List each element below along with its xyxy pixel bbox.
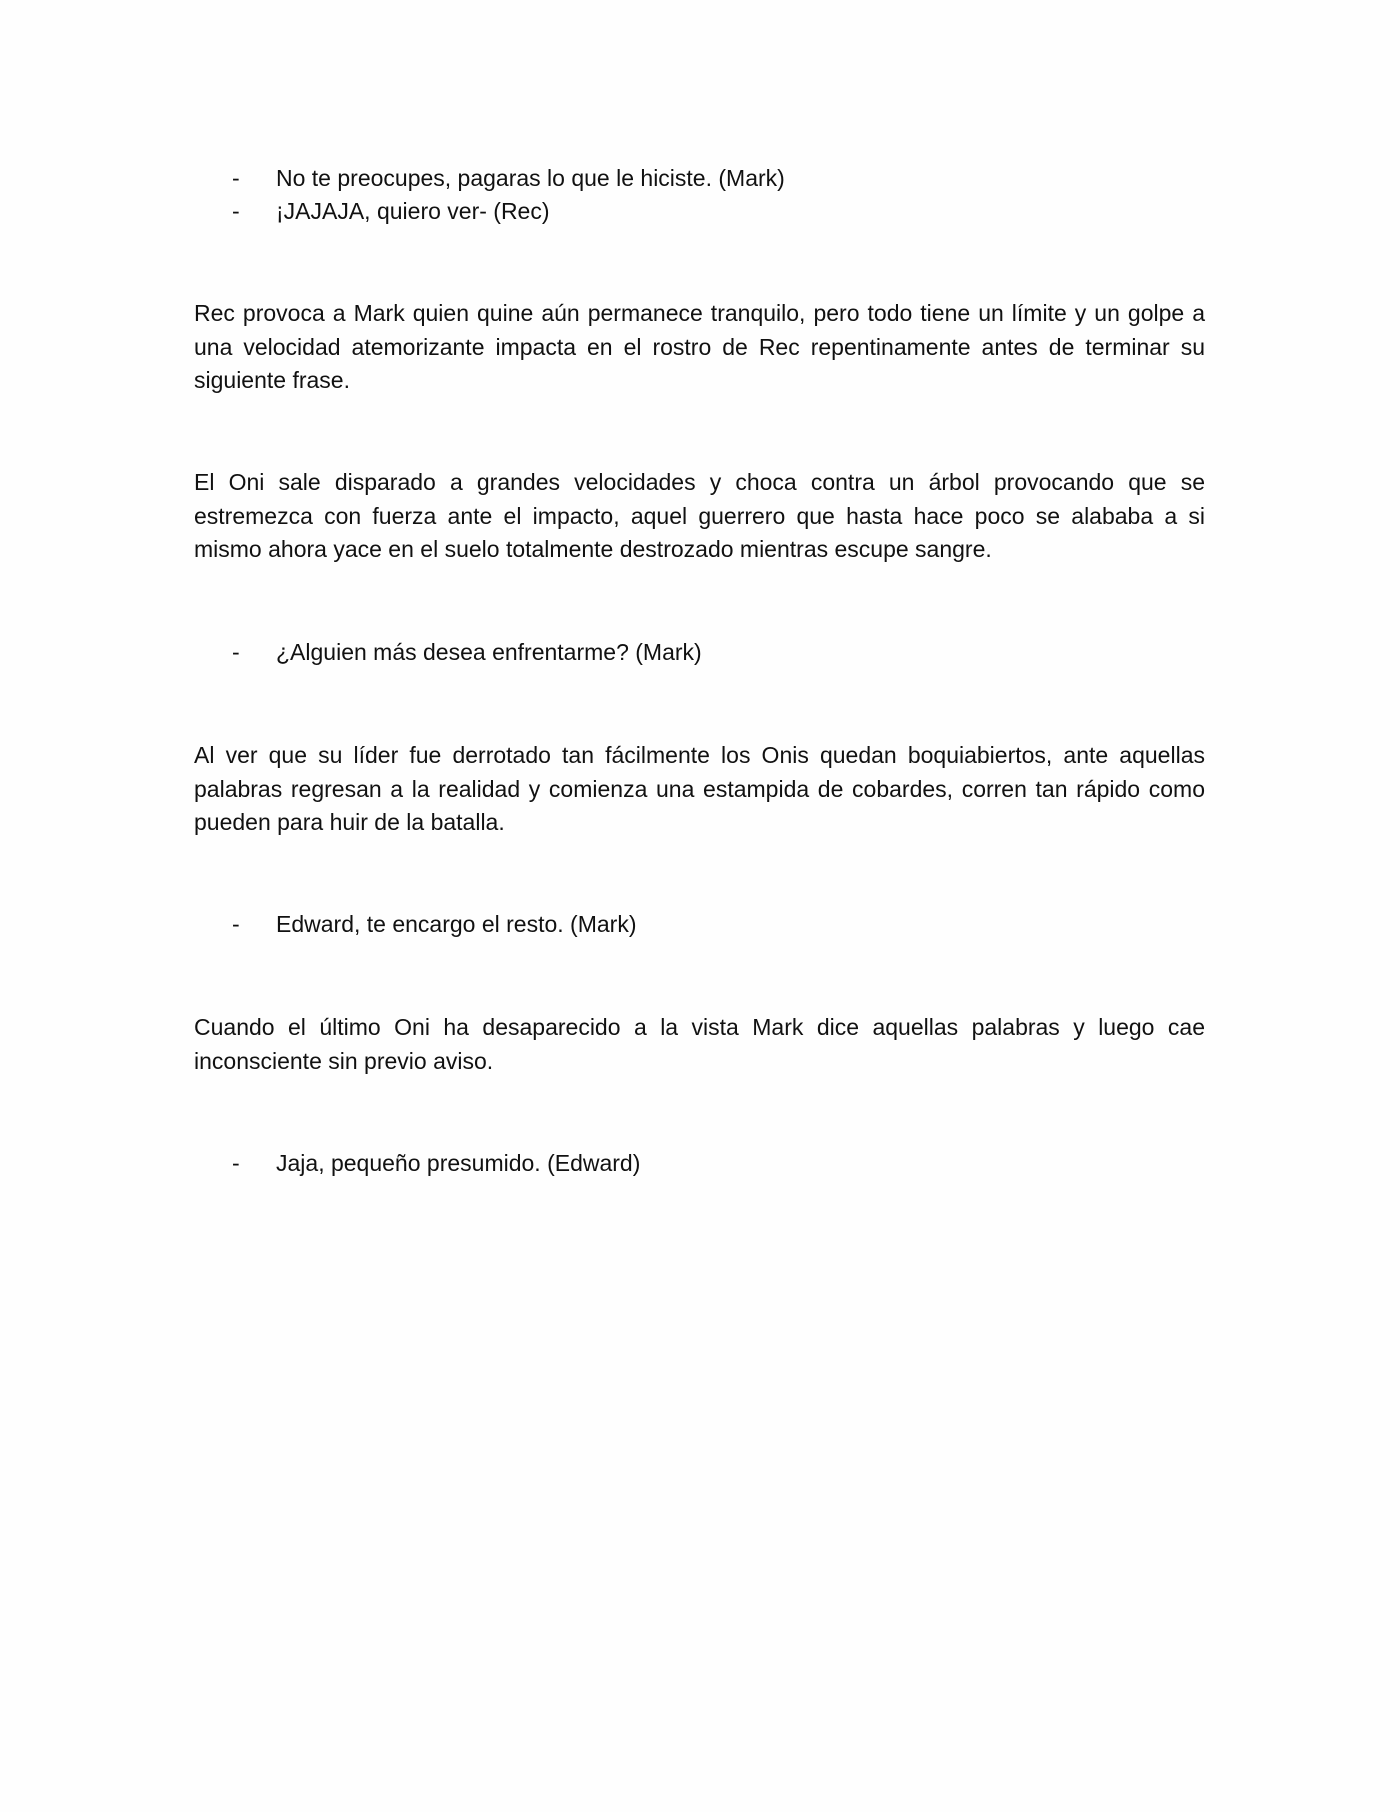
dialogue-text: ¡JAJAJA, quiero ver- (Rec) <box>276 198 550 224</box>
dialogue-text: Jaja, pequeño presumido. (Edward) <box>276 1150 641 1176</box>
dialogue-dash: - <box>232 165 240 191</box>
dialogue-dash: - <box>232 639 240 665</box>
dialogue-text: No te preocupes, pagaras lo que le hiciste. (Mark) <box>276 165 785 191</box>
dialogue-dash: - <box>232 911 240 937</box>
dialogue-dash: - <box>232 198 240 224</box>
narrative-paragraph: Rec provoca a Mark quien quine aún permanece tranquilo, pero todo tiene un límite y un golpe a una velocidad atemorizante impacta en el rostro de Rec repentinamente antes de terminar su siguiente frase. <box>194 300 1205 393</box>
dialogue-dash: - <box>232 1150 240 1176</box>
narrative-paragraph: El Oni sale disparado a grandes velocidades y choca contra un árbol provocando que se estremezca con fuerza ante el impacto, aquel guerrero que hasta hace poco se alababa a si mismo ahora yace en el suelo totalmente destrozado mientras escupe sangre. <box>194 469 1205 562</box>
dialogue-text: ¿Alguien más desea enfrentarme? (Mark) <box>276 639 702 665</box>
dialogue-text: Edward, te encargo el resto. (Mark) <box>276 911 637 937</box>
narrative-paragraph: Cuando el último Oni ha desaparecido a la vista Mark dice aquellas palabras y luego cae inconsciente sin previo aviso. <box>194 1014 1205 1074</box>
narrative-paragraph: Al ver que su líder fue derrotado tan fácilmente los Onis quedan boquiabiertos, ante aquellas palabras regresan a la realidad y comienza una estampida de cobardes, corren tan rápido como pueden para huir de la batalla. <box>194 742 1205 835</box>
